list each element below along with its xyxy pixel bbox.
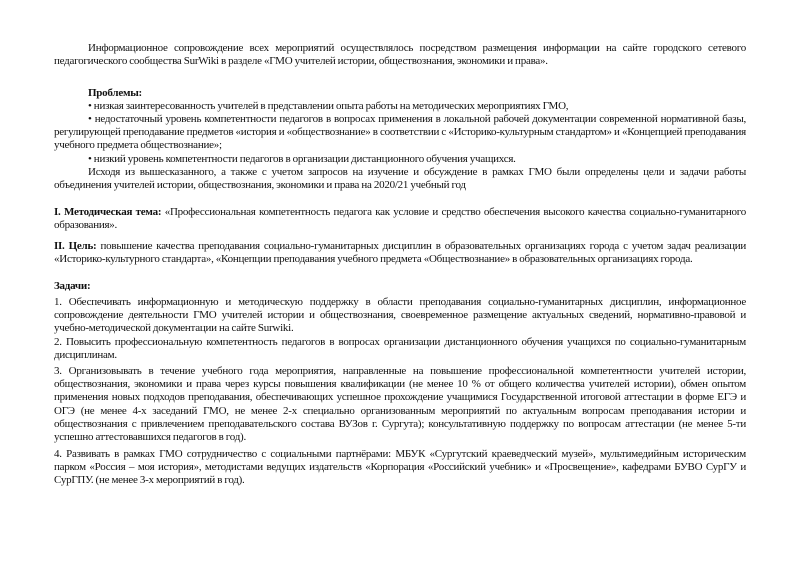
conclusion-paragraph: Исходя из вышесказанного, а также с учетом запросов на изучение и обсуждение в рамках ГМО были определены цели и задачи работы объединения учителей истории, обществознания, экономики и права на 2020/21 учебный год xyxy=(54,166,746,192)
problem-item: • недостаточный уровень компетентности педагогов в вопросах применения в локальной рабочей документации современной нормативной базы, регулирующей преподавание предметов «история и «обществознание» в соответствии с «Историко-культурным стандартом» и «Концепцией преподавания учебного предмета обществознание»; xyxy=(54,113,746,152)
goal-text: повышение качества преподавания социально-гуманитарных дисциплин в образовательных организациях города с учетом задач реализации «Историко-культурного стандарта», «Концепции преподавания учебного предмета «Обществознание» в образовательных организациях города. xyxy=(54,240,746,266)
theme-text: «Профессиональная компетентность педагога как условие и средство обеспечения высокого качества социально-гуманитарного образования». xyxy=(54,206,746,232)
intro-paragraph: Информационное сопровождение всех мероприятий осуществлялось посредством размещения информации на сайте городского сетевого педагогического сообщества SurWiki в разделе «ГМО учителей истории, обществознания, экономики и права». xyxy=(54,42,746,68)
theme-label: I. Методическая тема: xyxy=(54,206,162,218)
task-item: 2. Повысить профессиональную компетентность педагогов в вопросах организации дистанционного обучения учащихся по социально-гуманитарным дисциплинам. xyxy=(54,336,746,362)
problems-heading xyxy=(54,87,746,100)
goal-label: II. Цель: xyxy=(54,240,97,252)
goal xyxy=(54,240,746,266)
problem-item: • низкая заинтересованность учителей в представлении опыта работы на методических мероприятиях ГМО, xyxy=(88,100,569,112)
problem-item: • низкий уровень компетентности педагогов в организации дистанционного обучения учащихся. xyxy=(88,153,516,165)
task-item: 4. Развивать в рамках ГМО сотрудничество с социальными партнёрами: МБУК «Сургутский краеведческий музей», мультимедийным историческим парком «Россия – моя история», методистами ведущих издательств «Корпорация «Российский учебник» и «Просвещение», кафедрами БУВО СурГУ и СурГПУ. (не менее 3-х мероприятий в год). xyxy=(54,448,746,487)
tasks-heading xyxy=(54,280,746,293)
task-item: 1. Обеспечивать информационную и методическую поддержку в области преподавания социально-гуманитарных дисциплин, информационное сопровождение деятельности ГМО учителей истории и обществознания, своевременное размещение актуальных сведений, нормативно-правовой и учебно-методической документации на сайте Surwiki. xyxy=(54,296,746,335)
methodical-theme xyxy=(54,206,746,232)
problems-heading-text: Проблемы: xyxy=(88,87,142,99)
task-item: 3. Организовывать в течение учебного года мероприятия, направленные на повышение профессиональной компетентности учителей истории, обществознания, экономики и права через курсы повышения квалификации (не менее 10 % от общего количества учителей истории), обмен опытом применения новых подходов преподавания, обеспечивающих успешное прохождение учащимися Государственной итоговой аттестации в форме ЕГЭ и ОГЭ (не менее 4-х заседаний ГМО, не менее 2-х специально организованным мероприятий по актуальным вопросам преподавания истории и обществознания с привлечением преподавательского состава ВУЗов г. Сургута); консультативную поддержку по вопросам аттестации (не менее 5-ти успешно аттестовавшихся педагогов в год). xyxy=(54,365,746,444)
tasks-heading-text: Задачи: xyxy=(54,280,91,292)
